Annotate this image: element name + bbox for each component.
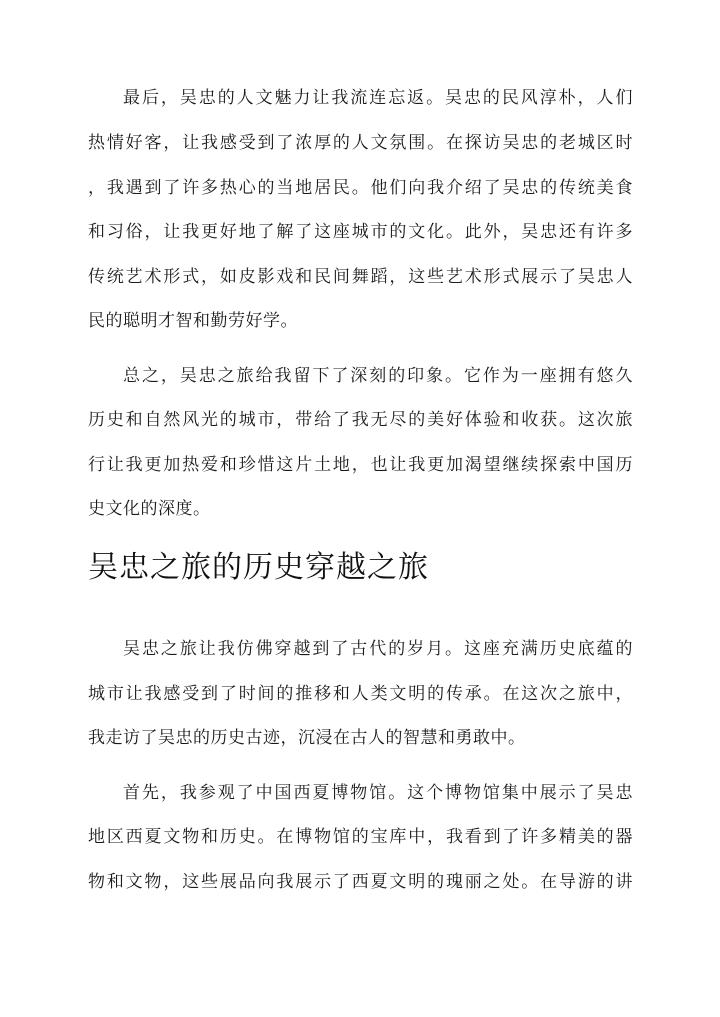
paragraph-line: 城市让我感受到了时间的推移和人类文明的传承。在这次之旅中， bbox=[88, 684, 633, 704]
paragraph-line: 物和文物，这些展品向我展示了西夏文明的瑰丽之处。在导游的讲 bbox=[88, 872, 633, 892]
paragraph-line: ，我遇到了许多热心的当地居民。他们向我介绍了吴忠的传统美食 bbox=[88, 178, 633, 198]
paragraph-line: 热情好客，让我感受到了浓厚的人文氛围。在探访吴忠的老城区时 bbox=[88, 133, 633, 153]
paragraph-line: 最后，吴忠的人文魅力让我流连忘返。吴忠的民风淳朴，人们 bbox=[123, 88, 633, 108]
paragraph-line: 史文化的深度。 bbox=[88, 499, 211, 519]
paragraph-line: 吴忠之旅让我仿佛穿越到了古代的岁月。这座充满历史底蕴的 bbox=[123, 639, 633, 659]
paragraph-line: 地区西夏文物和历史。在博物馆的宝库中，我看到了许多精美的器 bbox=[88, 827, 633, 847]
section-heading: 吴忠之旅的历史穿越之旅 bbox=[88, 550, 429, 585]
paragraph-line: 历史和自然风光的城市，带给了我无尽的美好体验和收获。这次旅 bbox=[88, 410, 633, 430]
paragraph-line: 和习俗，让我更好地了解了这座城市的文化。此外，吴忠还有许多 bbox=[88, 222, 633, 242]
paragraph-line: 民的聪明才智和勤劳好学。 bbox=[88, 311, 298, 331]
paragraph-line: 行让我更加热爱和珍惜这片土地，也让我更加渴望继续探索中国历 bbox=[88, 455, 633, 475]
paragraph-line: 我走访了吴忠的历史古迹，沉浸在古人的智慧和勇敢中。 bbox=[88, 728, 526, 748]
paragraph-line: 传统艺术形式，如皮影戏和民间舞蹈，这些艺术形式展示了吴忠人 bbox=[88, 267, 633, 287]
paragraph-line: 总之，吴忠之旅给我留下了深刻的印象。它作为一座拥有悠久 bbox=[123, 366, 633, 386]
paragraph-line: 首先，我参观了中国西夏博物馆。这个博物馆集中展示了吴忠 bbox=[123, 783, 633, 803]
